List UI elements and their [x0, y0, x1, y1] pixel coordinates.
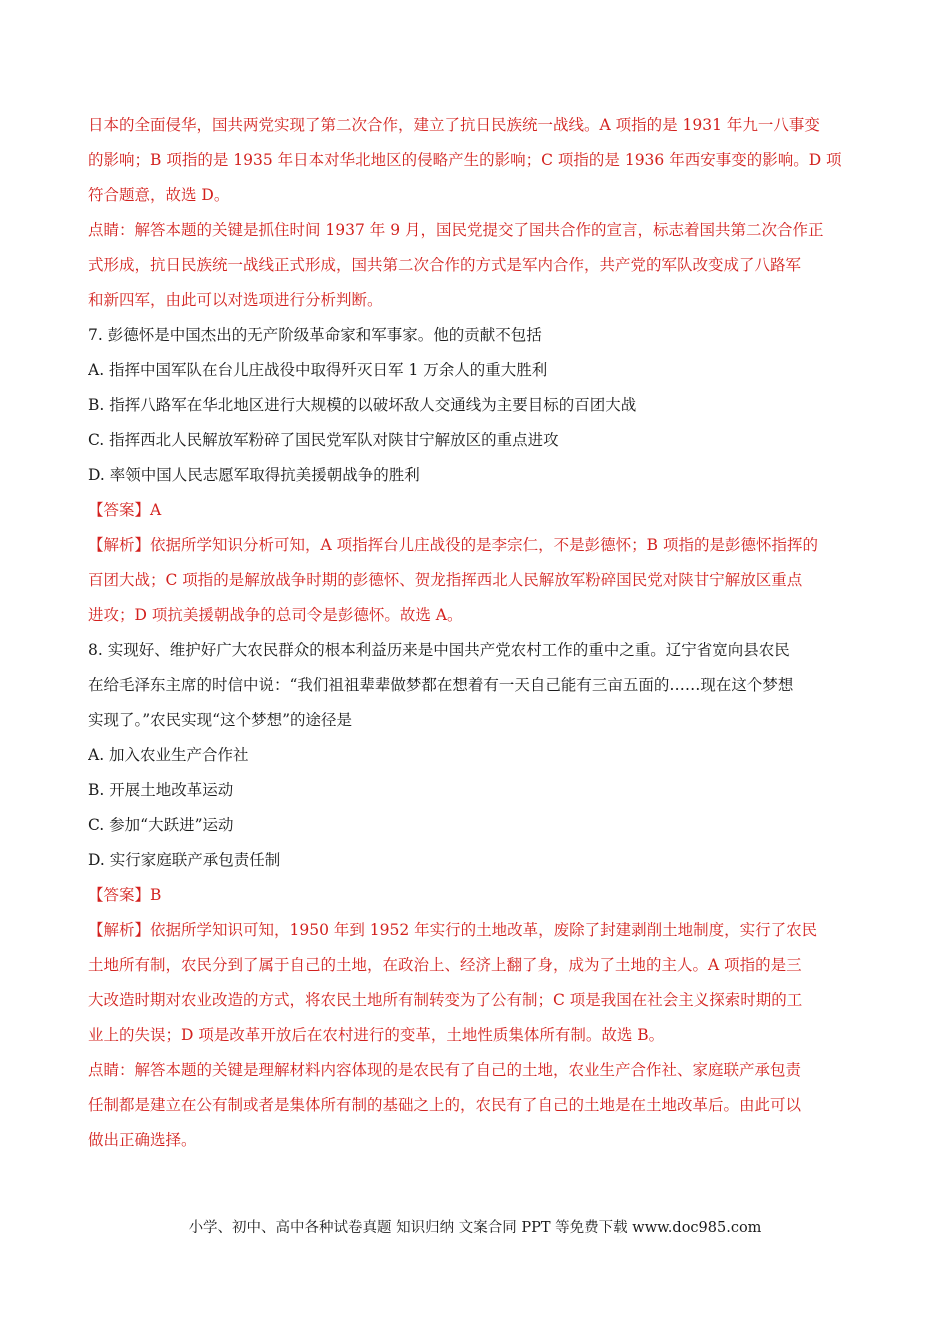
- question-8-option-c: C. 参加“大跃进”运动: [88, 816, 234, 834]
- question-7-option-b: B. 指挥八路军在华北地区进行大规模的以破坏敌人交通线为主要目标的百团大战: [88, 396, 637, 414]
- analysis-line: 符合题意，故选 D。: [88, 186, 230, 204]
- question-7-option-d: D. 率领中国人民志愿军取得抗美援朝战争的胜利: [88, 466, 420, 484]
- question-8-answer: 【答案】B: [88, 886, 162, 904]
- question-8-analysis: 业上的失误；D 项是改革开放后在农村进行的变革，土地性质集体所有制。故选 B。: [88, 1026, 665, 1044]
- question-8-analysis: 土地所有制，农民分到了属于自己的土地，在政治上、经济上翻了身，成为了土地的主人。A 项指的是三: [88, 956, 802, 974]
- question-8-option-a: A. 加入农业生产合作社: [88, 746, 249, 764]
- question-8-analysis: 【解析】依据所学知识可知，1950 年到 1952 年实行的土地改革，废除了封建剥削土地制度，实行了农民: [88, 921, 818, 939]
- question-7-analysis: 【解析】依据所学知识分析可知，A 项指挥台儿庄战役的是李宗仁，不是彭德怀；B 项指的是彭德怀指挥的: [88, 536, 818, 554]
- question-8-tip: 做出正确选择。: [88, 1131, 197, 1149]
- question-7-analysis: 百团大战；C 项指的是解放战争时期的彭德怀、贺龙指挥西北人民解放军粉碎国民党对陕甘宁解放区重点: [88, 571, 803, 589]
- analysis-line: 的影响；B 项指的是 1935 年日本对华北地区的侵略产生的影响；C 项指的是 1936 年西安事变的影响。D 项: [88, 151, 842, 169]
- question-8-option-d: D. 实行家庭联产承包责任制: [88, 851, 281, 869]
- analysis-line: 日本的全面侵华，国共两党实现了第二次合作，建立了抗日民族统一战线。A 项指的是 1931 年九一八事变: [88, 116, 820, 134]
- question-8-tip: 任制都是建立在公有制或者是集体所有制的基础之上的，农民有了自己的土地是在土地改革后。由此可以: [88, 1096, 802, 1114]
- tip-line: 式形成，抗日民族统一战线正式形成，国共第二次合作的方式是军内合作，共产党的军队改变成了八路军: [88, 256, 802, 274]
- question-7-option-a: A. 指挥中国军队在台儿庄战役中取得歼灭日军 1 万余人的重大胜利: [88, 361, 548, 379]
- question-7-answer: 【答案】A: [88, 501, 162, 519]
- question-7-stem: 7. 彭德怀是中国杰出的无产阶级革命家和军事家。他的贡献不包括: [88, 326, 542, 344]
- question-8-stem: 实现了。”农民实现“这个梦想”的途径是: [88, 711, 353, 729]
- question-8-stem: 在给毛泽东主席的时信中说：“我们祖祖辈辈做梦都在想着有一天自己能有三亩五面的……现在这个梦想: [88, 676, 794, 694]
- tip-line: 点睛：解答本题的关键是抓住时间 1937 年 9 月，国民党提交了国共合作的宣言，标志着国共第二次合作正: [88, 221, 824, 239]
- question-8-analysis: 大改造时期对农业改造的方式，将农民土地所有制转变为了公有制；C 项是我国在社会主义探索时期的工: [88, 991, 803, 1009]
- page-footer: 小学、初中、高中各种试卷真题 知识归纳 文案合同 PPT 等免费下载 www.doc985.com: [188, 1220, 762, 1236]
- question-8-stem: 8. 实现好、维护好广大农民群众的根本利益历来是中国共产党农村工作的重中之重。辽宁省宽向县农民: [88, 641, 790, 659]
- document-page: [88, 108, 863, 1158]
- question-7-analysis: 进攻；D 项抗美援朝战争的总司令是彭德怀。故选 A。: [88, 606, 463, 624]
- question-7-option-c: C. 指挥西北人民解放军粉碎了国民党军队对陕甘宁解放区的重点进攻: [88, 431, 559, 449]
- tip-line: 和新四军，由此可以对选项进行分析判断。: [88, 291, 383, 309]
- question-8-tip: 点睛：解答本题的关键是理解材料内容体现的是农民有了自己的土地，农业生产合作社、家庭联产承包责: [88, 1061, 802, 1079]
- question-8-option-b: B. 开展土地改革运动: [88, 781, 234, 799]
